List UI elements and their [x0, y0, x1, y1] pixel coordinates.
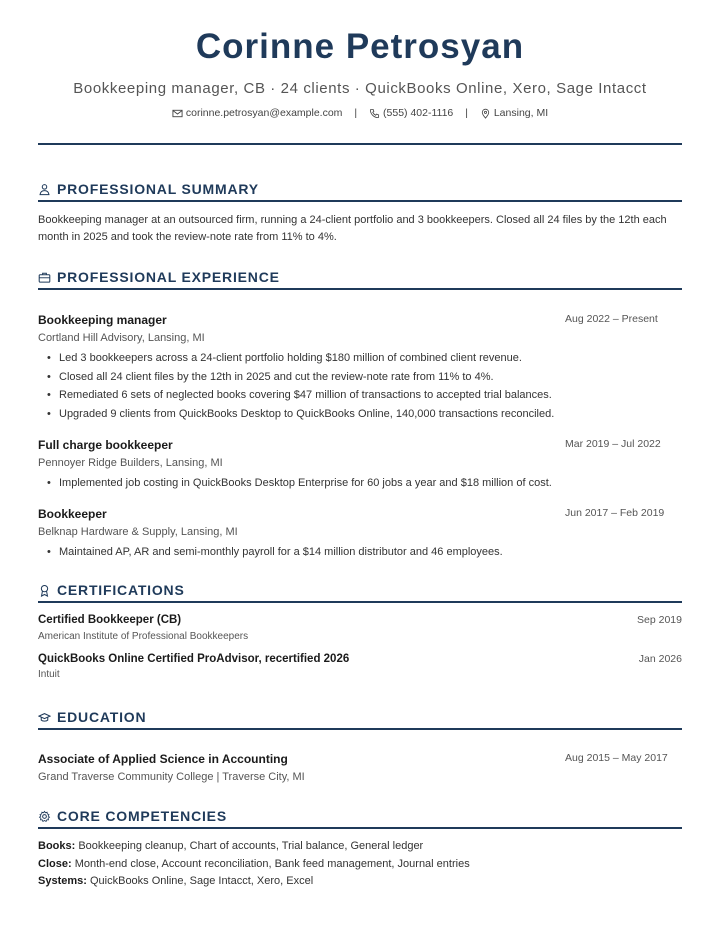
job-bullets	[38, 474, 682, 493]
section-certifications-heading	[38, 579, 682, 603]
competency-value: Month-end close, Account reconciliation, Bank feed management, Journal entries	[74, 858, 470, 870]
job-title: Bookkeeping manager	[38, 313, 167, 327]
list-item: • Maintained AP, AR and semi-monthly payroll for a $14 million distributor and 46 employees.	[38, 543, 682, 562]
competency-label: Systems:	[38, 875, 87, 887]
job-title: Full charge bookkeeper	[38, 438, 173, 452]
job-bullets	[38, 349, 682, 423]
job-company: Belknap Hardware & Supply, Lansing, MI	[38, 526, 238, 538]
candidate-name: Corinne Petrosyan	[195, 27, 525, 66]
cert-date: Sep 2019	[637, 614, 682, 626]
cert-name: Certified Bookkeeper (CB)	[38, 614, 182, 626]
competency-value: Bookkeeping cleanup, Chart of accounts, Trial balance, General ledger	[78, 840, 424, 852]
section-title: CORE COMPETENCIES	[57, 808, 227, 824]
section-education-heading	[38, 706, 682, 730]
section-title: PROFESSIONAL EXPERIENCE	[57, 269, 280, 285]
section-experience-heading	[38, 266, 682, 290]
job-company: Cortland Hill Advisory, Lansing, MI	[38, 332, 205, 344]
headline: Bookkeeping manager, CB · 24 clients · QuickBooks Online, Xero, Sage Intacct	[73, 80, 647, 97]
list-item: • Upgraded 9 clients from QuickBooks Desktop to QuickBooks Online, 140,000 transactions reconciled.	[38, 405, 682, 424]
section-title: EDUCATION	[57, 709, 147, 725]
section-competencies-heading	[38, 805, 682, 829]
map-pin-icon	[480, 108, 491, 119]
cert-issuer: Intuit	[38, 669, 60, 680]
degree: Associate of Applied Science in Accounting	[38, 752, 288, 766]
contact-phone[interactable]	[369, 106, 453, 120]
competency-label: Books:	[38, 840, 76, 852]
phone-text: (555) 402-1116	[383, 107, 454, 120]
job-dates: Mar 2019 – Jul 2022	[565, 438, 661, 450]
competency-value: QuickBooks Online, Sage Intacct, Xero, Excel	[89, 875, 314, 887]
person-icon	[38, 183, 51, 196]
section-summary-heading	[38, 178, 682, 202]
contact-location	[480, 106, 548, 120]
cert-issuer: American Institute of Professional Bookkeepers	[38, 631, 249, 642]
cert-name: QuickBooks Online Certified ProAdvisor, recertified 2026	[38, 653, 350, 665]
competency-row	[38, 856, 682, 874]
contact-line	[0, 106, 720, 120]
list-item: • Remediated 6 sets of neglected books covering $47 million of transactions to accepted trial balances.	[38, 386, 682, 405]
email-text: corinne.petrosyan@example.com	[185, 107, 343, 120]
competency-label: Close:	[38, 858, 72, 870]
section-title: CERTIFICATIONS	[57, 582, 185, 598]
contact-separator: |	[465, 107, 468, 119]
job-bullets	[38, 543, 682, 562]
job-dates: Jun 2017 – Feb 2019	[565, 507, 665, 519]
header-divider	[38, 143, 682, 145]
job-title: Bookkeeper	[38, 507, 107, 521]
list-item: • Implemented job costing in QuickBooks Desktop Enterprise for 60 jobs a year and $18 million of cost.	[38, 474, 682, 493]
education-dates: Aug 2015 – May 2017	[565, 752, 668, 764]
section-title: PROFESSIONAL SUMMARY	[57, 181, 259, 197]
envelope-icon	[172, 108, 183, 119]
job-dates: Aug 2022 – Present	[565, 313, 658, 325]
job-company: Pennoyer Ridge Builders, Lansing, MI	[38, 457, 223, 469]
phone-icon	[369, 108, 380, 119]
summary-text: Bookkeeping manager at an outsourced firm, running a 24-client portfolio and 3 bookkeepers. Closed all 24 files by the 12th each month in 2025 and took the review-note rate from 11% to 4%.	[38, 214, 667, 243]
school: Grand Traverse Community College | Traverse City, MI	[38, 771, 305, 783]
competency-row	[38, 873, 682, 891]
contact-email[interactable]	[172, 106, 343, 120]
award-ribbon-icon	[38, 584, 51, 597]
list-item: • Closed all 24 client files by the 12th in 2025 and cut the review-note rate from 11% to 4%.	[38, 368, 682, 387]
gear-icon	[38, 810, 51, 823]
contact-separator: |	[354, 107, 358, 119]
list-item: • Led 3 bookkeepers across a 24-client portfolio holding $180 million of combined client revenue.	[38, 349, 682, 368]
cert-date: Jan 2026	[638, 653, 682, 665]
competency-row	[38, 838, 682, 856]
briefcase-icon	[38, 271, 51, 284]
location-text: Lansing, MI	[493, 107, 549, 120]
graduation-cap-icon	[38, 711, 51, 724]
